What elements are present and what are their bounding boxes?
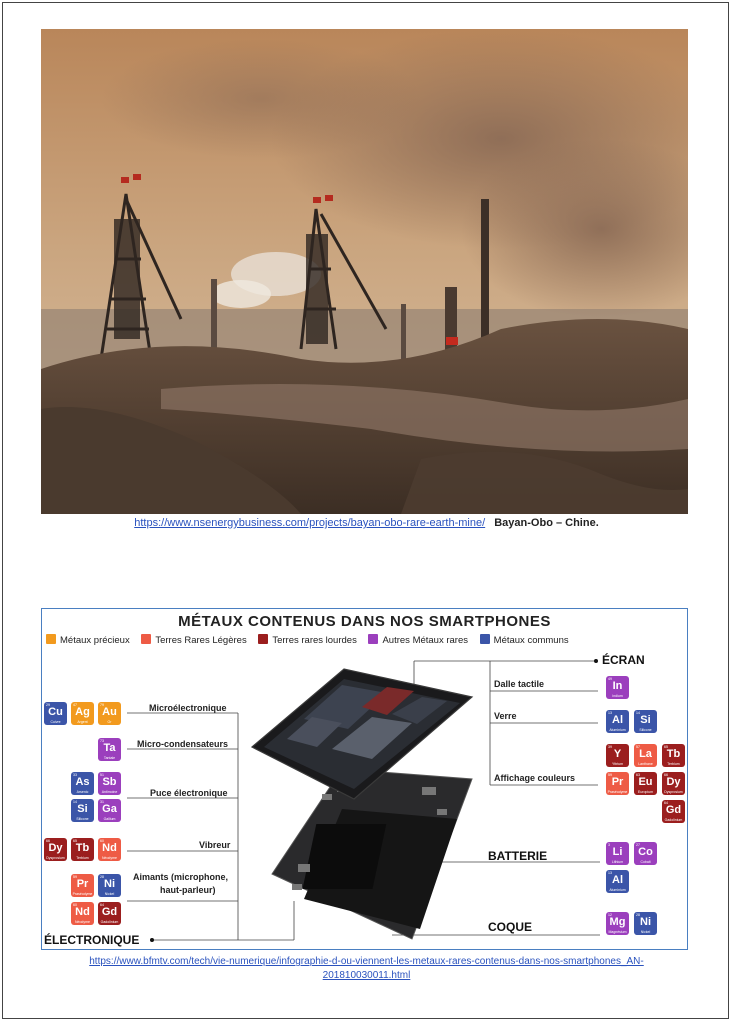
infographic-source-link[interactable]: https://www.bfmtv.com/tech/vie-numerique/infographie-d-ou-viennent-les-metaux-rares-contenus-dans-nos-smartphones_AN- 201810030011.html (89, 956, 644, 981)
bayan-obo-photo (41, 29, 688, 514)
section-batterie: BATTERIE (488, 849, 548, 863)
element-ni: 28 Ni Nickel (634, 912, 657, 935)
element-ga: 31 Ga Gallium (98, 799, 121, 822)
element-si: 14 Si Silicone (634, 710, 657, 733)
element-nd: 60 Nd Néodyme (71, 902, 94, 925)
photo-source-link[interactable]: https://www.nsenergybusiness.com/projects/bayan-obo-rare-earth-mine/ (134, 517, 486, 529)
element-tb: 65 Tb Terbium (71, 838, 94, 861)
element-al: 13 Al Aluminium (606, 870, 629, 893)
element-si: 14 Si Silicone (71, 799, 94, 822)
label-vibreur: Vibreur (199, 840, 231, 850)
label-affichage-couleurs: Affichage couleurs (494, 773, 576, 783)
smartphone-metals-infographic (41, 608, 688, 950)
legend-item: Terres rares lourdes (258, 634, 356, 646)
element-y: 39 Y Yttrium (606, 744, 629, 767)
label-puce-electronique: Puce électronique (150, 788, 228, 798)
element-li: 3 Li Lithium (606, 842, 629, 865)
element-co: 27 Co Cobalt (634, 842, 657, 865)
element-ta: 73 Ta Tantale (98, 738, 121, 761)
label-verre: Verre (494, 711, 517, 721)
element-sb: 51 Sb Antimoine (98, 772, 121, 795)
label-dalle-tactile: Dalle tactile (494, 679, 545, 689)
element-in: 49 In Indium (606, 676, 629, 699)
infographic-title: MÉTAUX CONTENUS DANS NOS SMARTPHONES (178, 613, 551, 630)
photo-caption (0, 517, 733, 529)
section-electronique: ÉLECTRONIQUE (44, 933, 140, 947)
element-dy: 66 Dy Dysprosium (44, 838, 67, 861)
label-microelectronique: Microélectronique (149, 703, 227, 713)
phone-internals-illustration (252, 669, 472, 939)
legend-item: Métaux précieux (46, 634, 130, 646)
element-la: 57 La Lanthane (634, 744, 657, 767)
element-as: 33 As Arsenic (71, 772, 94, 795)
element-gd: 64 Gd Gadolinium (662, 800, 685, 823)
section-ecran: ÉCRAN (602, 653, 645, 667)
legend-item: Autres Métaux rares (368, 634, 468, 646)
element-nd: 60 Nd Néodyme (98, 838, 121, 861)
section-coque: COQUE (488, 920, 533, 934)
element-au: 79 Au Or (98, 702, 121, 725)
label-aimants-line2: haut-parleur) (160, 885, 216, 895)
element-ni: 28 Ni Nickel (98, 874, 121, 897)
element-pr: 59 Pr Praséodyme (72, 875, 93, 896)
legend-item: Métaux communs (480, 634, 569, 646)
element-pr: 59 Pr Praséodyme (607, 773, 628, 794)
element-cu: 29 Cu Cuivre (44, 702, 67, 725)
element-dy: 66 Dy Dysprosium (662, 772, 685, 795)
label-micro-condensateurs: Micro-condensateurs (137, 739, 229, 749)
element-ag: 47 Ag Argent (71, 702, 94, 725)
element-gd: 64 Gd Gadolinium (98, 902, 121, 925)
photo-caption-text: Bayan-Obo – Chine. (494, 517, 599, 529)
infographic-source (0, 955, 733, 983)
connector-lines (42, 609, 688, 950)
legend-item: Terres Rares Légères (141, 634, 246, 646)
element-eu: 63 Eu Europium (634, 772, 657, 795)
element-al: 13 Al Aluminium (606, 710, 629, 733)
element-tb: 65 Tb Terbium (662, 744, 685, 767)
label-aimants-line1: Aimants (microphone, (133, 872, 229, 882)
element-mg: 12 Mg Magnésium (606, 912, 629, 935)
